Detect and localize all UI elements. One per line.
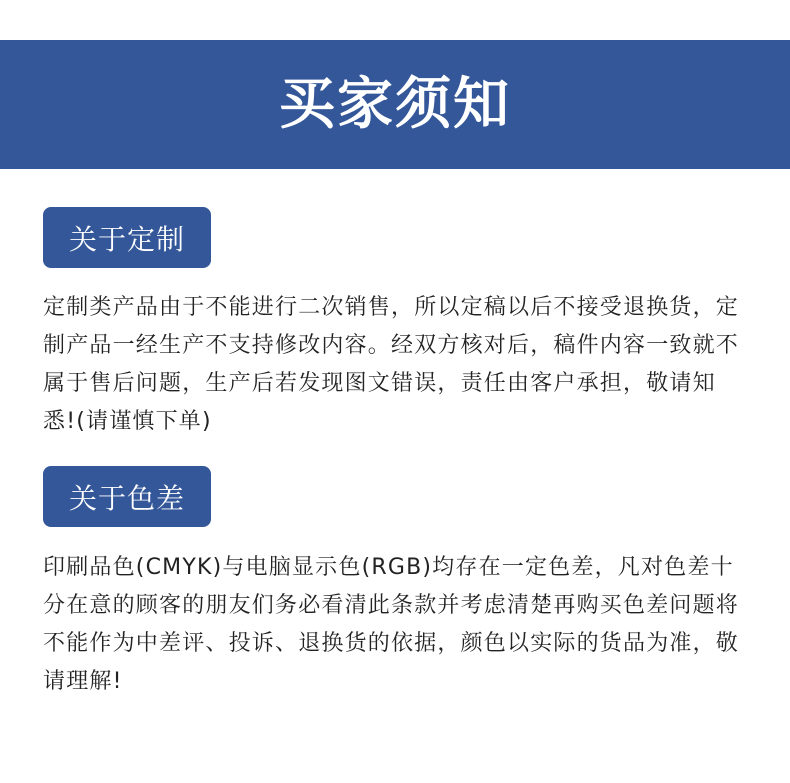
section-heading-color-difference: 关于色差: [43, 466, 211, 527]
section-body-custom: 定制类产品由于不能进行二次销售，所以定稿以后不接受退换货，定制产品一经生产不支持修改内容。经双方核对后，稿件内容一致就不属于售后问题，生产后若发现图文错误，责任由客户承担，敬请知悉!(请谨慎下单): [43, 295, 740, 434]
page-title: 买家须知: [279, 71, 511, 137]
section-body-color-difference: 印刷品色(CMYK)与电脑显示色(RGB)均存在一定色差，凡对色差十分在意的顾客的朋友们务必看清此条款并考虑清楚再购买色差问题将不能作为中差评、投诉、退换货的依据，颜色以实际的货品为准，敬请理解!: [43, 555, 740, 694]
section-heading-custom: 关于定制: [43, 207, 211, 268]
header-banner: [0, 40, 790, 169]
